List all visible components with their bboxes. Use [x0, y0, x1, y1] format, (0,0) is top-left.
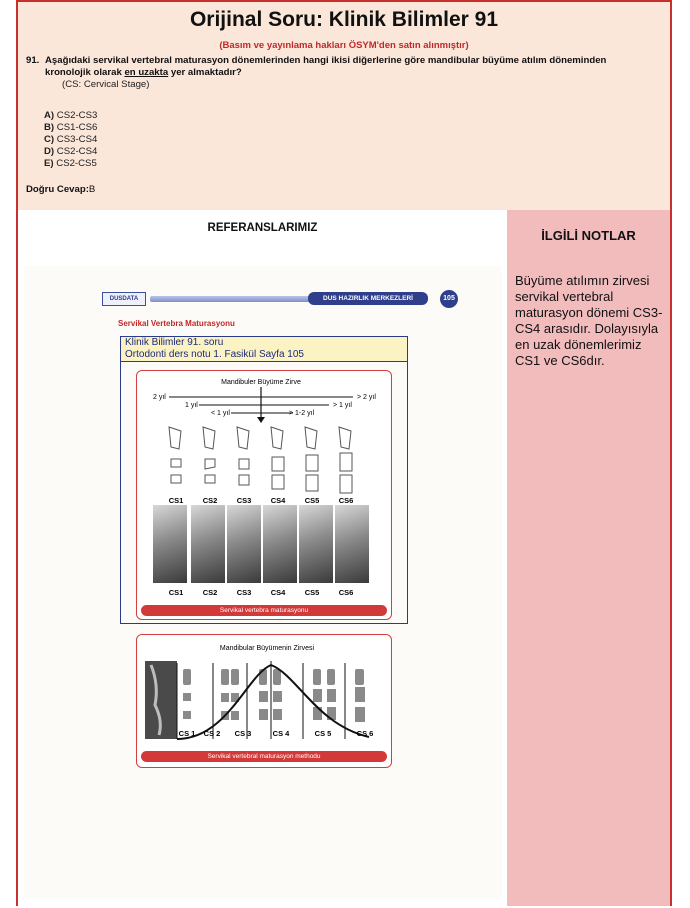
- xray-image: [335, 505, 369, 583]
- option-text: CS2-CS3: [56, 110, 98, 121]
- option-a[interactable]: [44, 110, 97, 122]
- question-note: (CS: Cervical Stage): [62, 79, 150, 90]
- vertebra-cs3: [237, 427, 249, 485]
- page-title: Orijinal Soru: Klinik Bilimler 91: [189, 8, 499, 31]
- header-tag: DUS HAZIRLIK MERKEZLERİ: [308, 292, 428, 305]
- option-text: CS2-CS4: [56, 146, 98, 157]
- fig1-title: Mandibuler Büyüme Zirve: [221, 379, 301, 386]
- option-text: CS2-CS5: [56, 158, 97, 169]
- xray-image: [227, 505, 261, 583]
- answer-label: Doğru Cevap:: [26, 184, 89, 195]
- option-e[interactable]: [44, 158, 97, 170]
- vertebra-cs5: [305, 427, 318, 491]
- reference-note-line2: Ortodonti ders notu 1. Fasikül Sayfa 105: [125, 349, 304, 360]
- answer-value: B: [88, 184, 96, 195]
- vertebra-cs6: [339, 427, 352, 493]
- fig1-caption: Servikal vertebra maturasyonu: [141, 605, 387, 616]
- xray-label: CS1: [168, 588, 184, 597]
- xray-image: [191, 505, 225, 583]
- stage-label: CS4: [270, 496, 286, 505]
- option-letter: B): [44, 122, 55, 133]
- publisher-logo: DUSDATA: [102, 292, 146, 306]
- xray-label: CS5: [304, 588, 320, 597]
- xray-label: CS6: [338, 588, 354, 597]
- xray-image: [153, 505, 187, 583]
- stage-label: CS3: [236, 496, 252, 505]
- option-letter: D): [44, 146, 55, 157]
- curve-stage-label: CS 5: [314, 729, 332, 738]
- copyright-notice: (Basım ve yayınlama hakları ÖSYM'den satın alınmıştır): [219, 40, 469, 51]
- stage-label: CS5: [304, 496, 320, 505]
- fig1-right-outer: > 2 yıl: [357, 394, 376, 401]
- question-text-after: yer almaktadır?: [168, 67, 242, 78]
- notes-column: [507, 210, 670, 906]
- fig2-title: Mandibular Büyümenin Zirvesi: [219, 645, 315, 652]
- fig1-right-mid: > 1 yıl: [333, 402, 352, 409]
- reference-note-line1: Klinik Bilimler 91. soru: [125, 337, 224, 348]
- xray-image: [263, 505, 297, 583]
- question-underlined: en uzakta: [124, 67, 169, 78]
- option-text: CS3-CS4: [56, 134, 98, 145]
- peak-arrow-icon: [257, 417, 265, 423]
- question-body: [45, 55, 625, 79]
- option-letter: A): [44, 110, 55, 121]
- vertebra-cs2: [203, 427, 215, 483]
- question-number: 91.: [26, 55, 40, 66]
- cvm-stages-diagram: [137, 371, 393, 621]
- curve-stage-label: CS 1: [178, 729, 196, 738]
- curve-stage-label: CS 6: [356, 729, 374, 738]
- xray-image: [299, 505, 333, 583]
- fig1-left-inner: < 1 yıl: [211, 410, 230, 417]
- growth-curve-diagram: [137, 635, 393, 769]
- curve-stage-label: CS 4: [272, 729, 290, 738]
- xray-label: CS2: [202, 588, 218, 597]
- fig1-left-mid: 1 yıl: [185, 402, 198, 409]
- fig1-right-inner: > 1-2 yıl: [289, 410, 315, 417]
- vertebra-silhouettes: [183, 669, 365, 722]
- notes-heading: İLGİLİ NOTLAR: [541, 228, 636, 243]
- stage-label: CS6: [338, 496, 354, 505]
- option-b[interactable]: [44, 122, 97, 134]
- options-list: [44, 110, 97, 170]
- option-letter: C): [44, 134, 55, 145]
- option-letter: E): [44, 158, 54, 169]
- vertebra-drawings: [169, 427, 352, 493]
- correct-answer: [26, 184, 95, 195]
- curve-stage-label: CS 3: [234, 729, 252, 738]
- curve-stage-label: CS 2: [203, 729, 221, 738]
- references-column: [18, 210, 507, 906]
- book-header: [102, 292, 462, 308]
- vertebra-cs4: [271, 427, 284, 489]
- fig1-left-outer: 2 yıl: [153, 394, 166, 401]
- fig2-caption: Servikal vertebral maturasyon methodu: [141, 751, 387, 762]
- option-c[interactable]: [44, 134, 97, 146]
- stage-label: CS1: [168, 496, 184, 505]
- question-text-before: Aşağıdaki servikal vertebral maturasyon dönemlerinden hangi ikisi diğerlerine göre mandibular büyüme atılım döneminden kronolojik olarak: [45, 55, 607, 78]
- question-block: [18, 2, 670, 210]
- stage-label: CS2: [202, 496, 218, 505]
- growth-curve-figure: [136, 634, 392, 768]
- option-text: CS1-CS6: [56, 122, 98, 133]
- page-number-badge: 105: [440, 290, 458, 308]
- xray-label: CS3: [236, 588, 252, 597]
- cvm-stages-figure: [136, 370, 392, 620]
- book-section-title: Servikal Vertebra Maturasyonu: [118, 319, 235, 328]
- option-d[interactable]: [44, 146, 97, 158]
- page-frame: [16, 0, 672, 906]
- reference-note-label: [120, 336, 408, 362]
- notes-body: Büyüme atılımın zirvesi servikal vertebral maturasyon dönemi CS3-CS4 arasıdır. Dolayısıyla en uzak dönemlerimiz CS1 ve CS6dır.: [515, 273, 663, 368]
- xray-label: CS4: [270, 588, 286, 597]
- book-page-image: [24, 266, 502, 898]
- vertebra-cs1: [169, 427, 181, 483]
- references-heading: REFERANSLARIMIZ: [207, 222, 318, 234]
